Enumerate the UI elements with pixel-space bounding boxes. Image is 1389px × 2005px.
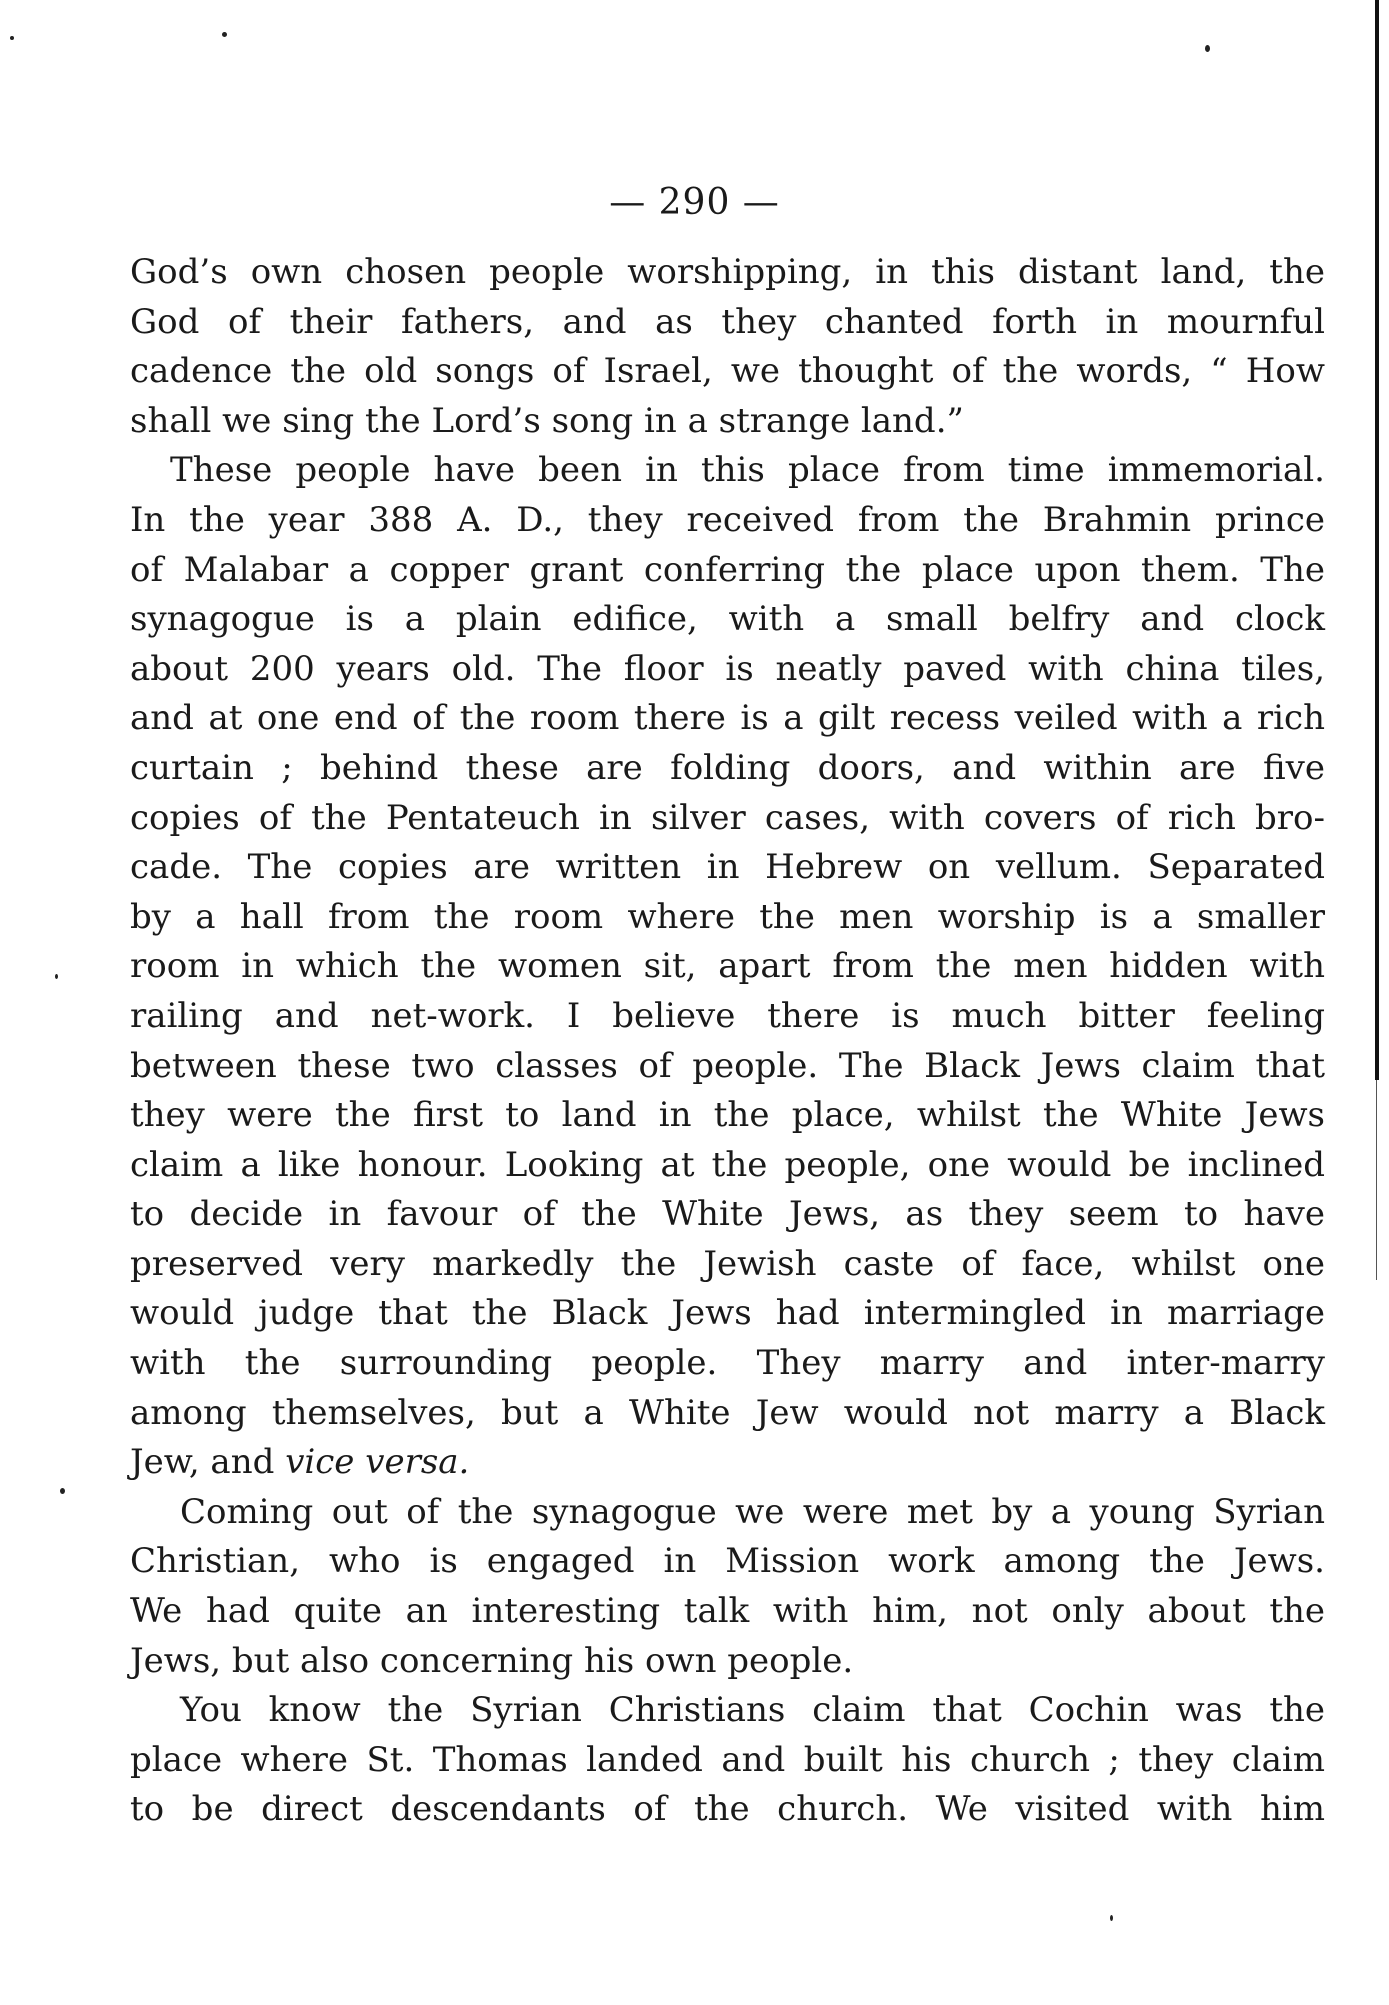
text-line: claim a like honour. Looking at the people, one would be inclined	[130, 1144, 1325, 1185]
text-segment: Jew, and	[130, 1442, 286, 1483]
text-line: among themselves, but a White Jew would not marry a Black	[130, 1392, 1325, 1433]
text-line: God of their fathers, and as they chanted forth in mournful	[130, 301, 1325, 342]
text-line: to decide in favour of the White Jews, as they seem to have	[130, 1194, 1325, 1235]
text-line: with the surrounding people. They marry and inter-marry	[130, 1343, 1325, 1384]
scan-speck	[222, 32, 227, 37]
page-edge-shadow	[1375, 0, 1379, 1080]
text-line: These people have been in this place from time immemorial.	[170, 450, 1325, 491]
text-line: preserved very markedly the Jewish caste of face, whilst one	[130, 1243, 1325, 1284]
text-line: copies of the Pentateuch in silver cases, with covers of rich bro-	[130, 797, 1325, 838]
body-text	[130, 248, 1325, 1835]
text-line: of Malabar a copper grant conferring the place upon them. The	[130, 549, 1325, 590]
italic-phrase: vice versa.	[285, 1442, 470, 1483]
page-number: — 290 —	[609, 182, 780, 223]
text-line: place where St. Thomas landed and built his church ; they claim	[130, 1739, 1325, 1780]
text-line: between these two classes of people. The Black Jews claim that	[130, 1045, 1325, 1086]
scan-speck	[55, 974, 58, 979]
text-line: room in which the women sit, apart from the men hidden with	[130, 946, 1325, 987]
scan-speck	[1110, 1915, 1113, 1921]
text-line: Jews, but also concerning his own people.	[130, 1640, 854, 1681]
text-line: about 200 years old. The floor is neatly paved with china tiles,	[130, 648, 1325, 689]
text-line: Christian, who is engaged in Mission work among the Jews.	[130, 1541, 1325, 1582]
text-line: and at one end of the room there is a gilt recess veiled with a rich	[130, 698, 1325, 739]
text-line: cadence the old songs of Israel, we thought of the words, “ How	[130, 351, 1325, 392]
text-line: railing and net-work. I believe there is much bitter feeling	[130, 995, 1325, 1036]
text-line: they were the first to land in the place, whilst the White Jews	[130, 1095, 1325, 1136]
text-line: God’s own chosen people worshipping, in this distant land, the	[130, 252, 1325, 292]
text-line: We had quite an interesting talk with him, not only about the	[130, 1591, 1325, 1632]
text-line: would judge that the Black Jews had intermingled in marriage	[130, 1293, 1325, 1334]
text-line: In the year 388 A. D., they received from the Brahmin prince	[130, 499, 1325, 540]
text-line: to be direct descendants of the church. We visited with him	[130, 1789, 1325, 1830]
scan-speck	[60, 1488, 65, 1494]
text-line	[130, 1438, 1325, 1488]
text-line: shall we sing the Lord’s song in a strange land.”	[130, 400, 964, 441]
scan-speck	[1205, 45, 1210, 52]
text-line: Coming out of the synagogue we were met by a young Syrian	[180, 1491, 1325, 1532]
scan-speck	[10, 36, 14, 40]
page-edge-shadow-thin	[1376, 1080, 1377, 1280]
text-line: curtain ; behind these are folding doors, and within are five	[130, 747, 1325, 788]
text-line: cade. The copies are written in Hebrew on vellum. Separated	[130, 847, 1325, 888]
text-line: by a hall from the room where the men worship is a smaller	[130, 896, 1325, 937]
text-line: synagogue is a plain edifice, with a small belfry and clock	[130, 599, 1325, 640]
text-line: You know the Syrian Christians claim that Cochin was the	[180, 1690, 1325, 1731]
